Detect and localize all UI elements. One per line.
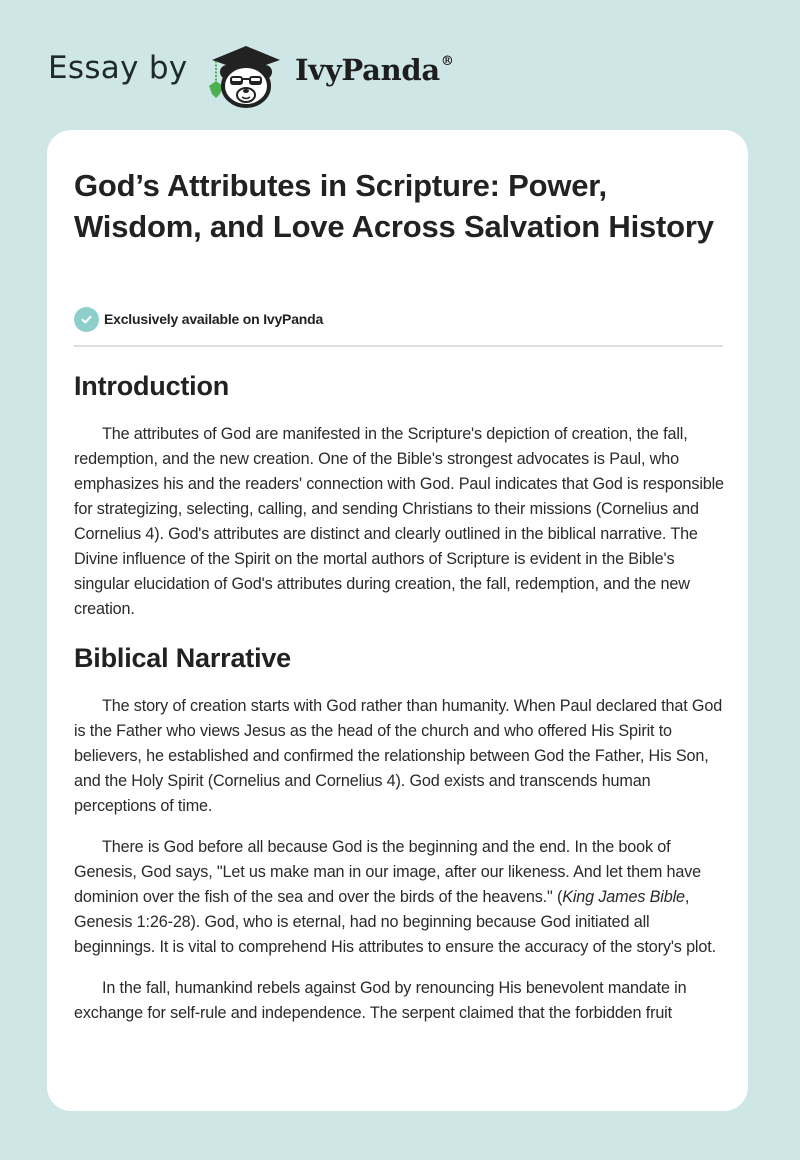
exclusive-badge bbox=[74, 306, 323, 332]
paragraph-with-citation bbox=[74, 835, 726, 960]
essay-by-label: Essay by bbox=[48, 50, 188, 86]
paragraph: In the fall, humankind rebels against God by renouncing His benevolent mandate in exchange for self-rule and independence. The serpent claimed that the forbidden fruit bbox=[74, 979, 687, 1022]
badge-text: Exclusively available on IvyPanda bbox=[104, 311, 324, 327]
essay-body bbox=[74, 366, 726, 1026]
paragraph-text: , Genesis 1:26-28). God, who is eternal, had no beginning because God initiated all beginnings. It is vital to comprehend His attributes to ensure the accuracy of the story's plot. bbox=[74, 888, 716, 956]
check-circle-icon bbox=[74, 307, 99, 332]
paragraph-text: There is God before all because God is the beginning and the end. In the book of Genesis, God says, "Let us make man in our image, after our likeness. And let them have dominion over the fish of the sea and over the birds of the heavens." ( bbox=[74, 838, 702, 906]
brand-text: IvyPanda bbox=[295, 53, 440, 87]
paragraph: The story of creation starts with God rather than humanity. When Paul declared that God is the Father who views Jesus as the head of the church and who offered His Spirit to believers, he established and confirmed the relationship between God the Father, His Son, and the Holy Spirit (Cornelius and Cornelius 4). God exists and transcends human perceptions of time. bbox=[74, 697, 723, 815]
citation-title: King James Bible bbox=[562, 888, 685, 906]
section-heading-biblical-narrative: Biblical Narrative bbox=[74, 643, 292, 673]
divider bbox=[74, 345, 723, 347]
paragraph: The attributes of God are manifested in the Scripture's depiction of creation, the fall, redemption, and the new creation. One of the Bible's strongest advocates is Paul, who emphasizes his and the readers' connection with God. Paul indicates that God is responsible for strategizing, selecting, calling, and sending Christians to their missions (Cornelius and Cornelius 4). God's attributes are distinct and clearly outlined in the biblical narrative. The Divine influence of the Spirit on the mortal authors of Scripture is evident in the Bible's singular elucidation of God's attributes during creation, the fall, redemption, and the new creation. bbox=[74, 425, 724, 618]
brand-name[interactable] bbox=[295, 53, 454, 87]
section-heading-introduction: Introduction bbox=[74, 371, 230, 401]
page-title: God’s Attributes in Scripture: Power, Wisdom, and Love Across Salvation History bbox=[74, 168, 714, 244]
essay-card bbox=[47, 130, 748, 1111]
site-header bbox=[0, 0, 800, 130]
registered-mark: ® bbox=[440, 54, 454, 69]
panda-graduate-icon[interactable] bbox=[200, 34, 292, 110]
